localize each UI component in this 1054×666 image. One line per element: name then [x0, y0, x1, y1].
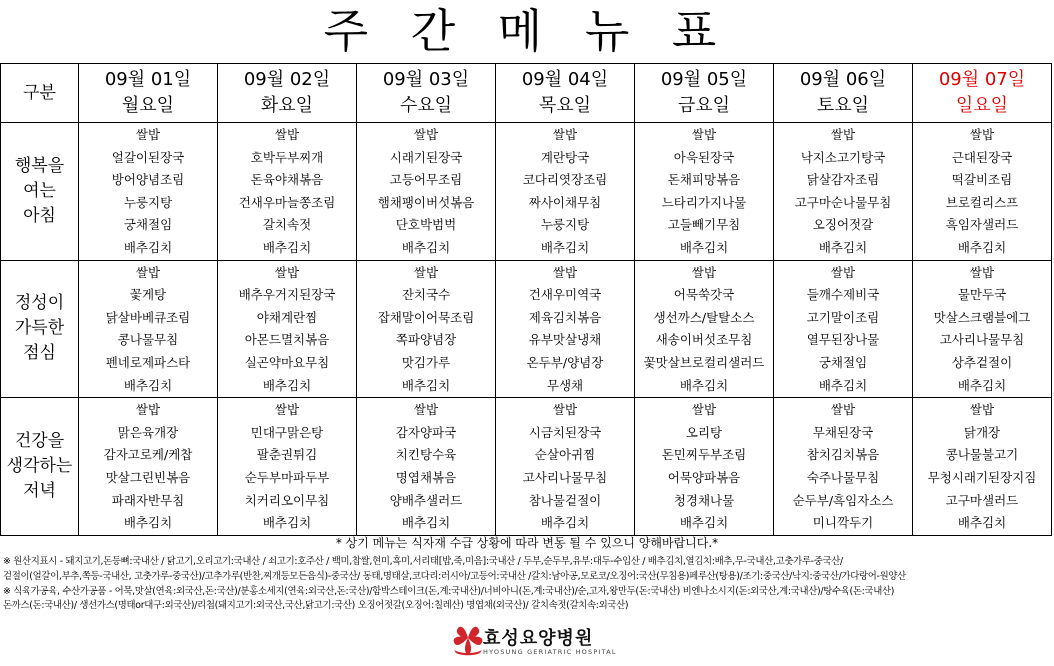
menu-item: 고구마샐러드: [945, 492, 1019, 508]
menu-item: 누룽지탕: [123, 194, 173, 210]
category-header: 구분: [1, 64, 79, 123]
menu-item: 어묵쑥갓국: [673, 287, 735, 303]
day-date: 09월 03일: [382, 69, 470, 90]
menu-item: 갈치속젓: [262, 217, 312, 233]
day-weekday: 목요일: [538, 95, 592, 116]
menu-item: 무채된장국: [812, 424, 874, 440]
menu-item: 배추김치: [123, 239, 173, 255]
menu-item: 닭살바베큐조림: [105, 309, 191, 325]
hospital-name: 효성요양병원: [483, 628, 594, 649]
menu-item: 치킨탕수육: [395, 447, 457, 463]
menu-item: 배추김치: [262, 239, 312, 255]
header-row: [1, 64, 1052, 123]
menu-item: 건새우미역국: [528, 287, 602, 303]
menu-item: 팔춘권튀김: [256, 447, 318, 463]
origin-info: [3, 555, 1051, 614]
menu-item: 생선까스/탈탈소스: [653, 309, 755, 325]
menu-item: 쌀밥: [552, 264, 578, 280]
menu-item: 쌀밥: [274, 402, 300, 418]
menu-item: 새송이버섯조무침: [655, 332, 753, 348]
day-header: [79, 64, 218, 123]
menu-item: 잔치국수: [401, 287, 451, 303]
day-weekday: 화요일: [260, 95, 314, 116]
day-date: 09월 06일: [799, 69, 887, 90]
menu-item: 고사리나물무침: [522, 469, 608, 485]
menu-item: 쌀밥: [135, 264, 161, 280]
menu-item: 배추김치: [401, 515, 451, 531]
day-header: [218, 64, 357, 123]
menu-item: 맛살스크램블에그: [933, 309, 1031, 325]
day-header: [635, 64, 774, 123]
day-header: [357, 64, 496, 123]
menu-item: 쌀밥: [969, 127, 995, 142]
meal-row: [1, 260, 1052, 398]
menu-cell: [913, 398, 1052, 536]
menu-item: 순두부/흑임자소스: [792, 492, 894, 508]
menu-item: 흑임자샐러드: [945, 217, 1019, 233]
menu-item: 근대된장국: [951, 149, 1013, 165]
menu-item: 단호박범벅: [395, 217, 457, 233]
menu-item: 쌀밥: [969, 264, 995, 280]
menu-item: 느타리가지나물: [661, 194, 747, 210]
menu-item: 쌀밥: [413, 264, 439, 280]
menu-item: 얼갈이된장국: [111, 149, 185, 165]
menu-item: 물만두국: [957, 287, 1007, 303]
menu-item: 배추김치: [957, 515, 1007, 531]
menu-item: 햄채팽이버섯볶음: [377, 194, 475, 210]
menu-item: 배추김치: [401, 377, 451, 393]
menu-item: 배추김치: [957, 239, 1007, 255]
menu-item: 콩나물불고기: [945, 447, 1019, 463]
menu-item: 고등어무조림: [389, 172, 463, 188]
hospital-subtitle: HYOSUNG GERIATRIC HOSPITAL: [483, 648, 617, 656]
menu-item: 맑은육개장: [117, 424, 179, 440]
menu-item: 배추김치: [679, 515, 729, 531]
menu-cell: [218, 398, 357, 536]
menu-cell: [913, 260, 1052, 398]
meal-label-line: 저녁: [23, 480, 56, 501]
menu-item: 배추우거지된장국: [238, 287, 336, 303]
page-title: 주 간 메 뉴 표: [323, 4, 731, 58]
menu-item: 야채계란찜: [256, 309, 318, 325]
menu-item: 맛김가루: [401, 354, 451, 370]
menu-item: 들깨수제비국: [806, 287, 880, 303]
menu-item: 코다리엿장조림: [522, 172, 608, 188]
meal-label-line: 생각하는: [6, 455, 73, 476]
meal-row: [1, 123, 1052, 261]
menu-item: 명엽채볶음: [395, 469, 457, 485]
menu-item: 배추김치: [818, 377, 868, 393]
menu-item: 꽃게탕: [129, 287, 167, 303]
menu-cell: [635, 398, 774, 536]
menu-cell: [496, 260, 635, 398]
menu-item: 쌀밥: [969, 402, 995, 418]
meal-label-line: 건강을: [14, 430, 65, 451]
menu-item: 배추김치: [401, 239, 451, 255]
menu-item: 쌀밥: [691, 264, 717, 280]
meal-label: [1, 123, 79, 261]
menu-item: 떡갈비조림: [951, 172, 1013, 188]
day-header: [913, 64, 1052, 123]
menu-cell: [774, 260, 913, 398]
menu-item: 쪽파양념장: [395, 332, 457, 348]
origin-line: ※ 식육가공육, 수산가공품 - 어묵,맛살(연육:외국산,돈:국산)/분홍소세지(연육:외국산,돈:국산)/함박스테이크(돈,계:국내산)/너비아니(돈,계:국내산)/순,고자,왕만두(돈:국내산) 비엔나소시지(돈:외국산,계:국내산)/탕수육(돈:국내산): [3, 585, 895, 597]
menu-item: 낙지소고기탕국: [800, 149, 886, 165]
menu-item: 미니깍두기: [812, 515, 874, 531]
menu-item: 배추김치: [540, 515, 590, 531]
menu-item: 쌀밥: [135, 127, 161, 142]
menu-item: 상추겉절이: [951, 354, 1013, 370]
menu-item: 궁채절임: [123, 217, 173, 233]
menu-item: 순두부마파두부: [244, 469, 330, 485]
day-date: 09월 04일: [521, 69, 609, 90]
meal-label-line: 정성이: [14, 293, 65, 314]
meal-label-line: 점심: [23, 343, 56, 364]
day-date: 09월 07일: [938, 69, 1026, 90]
menu-item: 배추김치: [679, 377, 729, 393]
day-date: 09월 02일: [243, 69, 331, 90]
menu-item: 쌀밥: [830, 402, 856, 418]
notice-text: * 상기 메뉴는 식자재 수급 상황에 따라 변동 될 수 있으니 양해바랍니다.*: [335, 536, 719, 550]
menu-item: 배추김치: [262, 377, 312, 393]
menu-item: 아욱된장국: [673, 149, 735, 165]
menu-item: 맛살그린빈볶음: [105, 469, 191, 485]
menu-cell: [79, 260, 218, 398]
menu-item: 꽃맛살브로컬리샐러드: [643, 354, 765, 370]
meal-label-line: 행복을: [14, 155, 65, 176]
menu-item: 브로컬리스프: [945, 194, 1019, 210]
menu-item: 청경채나물: [673, 492, 735, 508]
menu-item: 짜사이채무침: [528, 194, 602, 210]
menu-cell: [357, 123, 496, 261]
menu-item: 감자고로케/케찹: [103, 447, 193, 463]
menu-item: 누룽지탕: [540, 217, 590, 233]
menu-item: 고사리나물무침: [939, 332, 1025, 348]
menu-item: 쌀밥: [691, 127, 717, 142]
menu-cell: [496, 398, 635, 536]
menu-item: 닭개장: [963, 424, 1001, 440]
menu-item: 실곤약마요무침: [244, 354, 330, 370]
menu-item: 호박두부찌개: [250, 149, 324, 165]
menu-item: 고들빼기무침: [667, 217, 741, 233]
menu-item: 고구마순나물무침: [794, 194, 892, 210]
menu-item: 쌀밥: [552, 127, 578, 142]
menu-item: 아몬드멸치볶음: [244, 332, 330, 348]
menu-cell: [357, 260, 496, 398]
origin-line: 돈까스(돈:국내산)/ 생선가스(명태or대구:외국산)/리첩(돼지고기:외국산,국산,닭고기:국산) 오징어젓갈(오징어:칠레산) 명엽채(외국산)/ 갈치속젓(갈치속:외국산): [3, 600, 629, 612]
menu-item: 치커리오이무침: [244, 492, 330, 508]
menu-item: 궁채절임: [818, 354, 868, 370]
menu-item: 쌀밥: [830, 264, 856, 280]
day-header: [774, 64, 913, 123]
menu-item: 참나물겉절이: [528, 492, 602, 508]
menu-item: 배추김치: [957, 377, 1007, 393]
menu-item: 콩나물무침: [117, 332, 179, 348]
menu-cell: [357, 398, 496, 536]
menu-item: 배추김치: [123, 515, 173, 531]
menu-item: 쌀밥: [552, 402, 578, 418]
weekly-menu-table: [0, 63, 1052, 536]
menu-item: 쌀밥: [135, 402, 161, 418]
menu-item: 감자양파국: [395, 424, 457, 440]
day-weekday: 월요일: [121, 95, 175, 116]
menu-item: 시래기된장국: [389, 149, 463, 165]
menu-item: 쌀밥: [691, 402, 717, 418]
day-header: [496, 64, 635, 123]
menu-item: 쌀밥: [830, 127, 856, 142]
menu-item: 돈채피망볶음: [667, 172, 741, 188]
menu-item: 민대구맑은탕: [250, 424, 324, 440]
day-weekday: 금요일: [677, 95, 731, 116]
menu-cell: [774, 123, 913, 261]
menu-item: 제육김치볶음: [528, 309, 602, 325]
menu-item: 파래자반무침: [111, 492, 185, 508]
menu-item: 어묵양파볶음: [667, 469, 741, 485]
menu-item: 쌀밥: [274, 264, 300, 280]
meal-row: [1, 398, 1052, 536]
day-weekday: 수요일: [399, 95, 453, 116]
menu-item: 건새우마늘쫑조림: [238, 194, 336, 210]
menu-cell: [635, 260, 774, 398]
menu-item: 배추김치: [123, 377, 173, 393]
menu-item: 오리탕: [685, 424, 723, 440]
menu-item: 돈육야채볶음: [250, 172, 324, 188]
menu-item: 배추김치: [540, 239, 590, 255]
menu-cell: [496, 123, 635, 261]
menu-item: 돈민찌두부조림: [661, 447, 747, 463]
origin-line: ※ 원산지표시 - 돼지고기,돈등뼈:국내산 / 닭고기,오리고기:국내산 / 쇠고기:호주산 / 백미,찹쌀,현미,흑미,서리태[밥,죽,미음]:국내산 / 두부,순두부,유부:대두-수입산 / 배추김치,열김치:배추,무-국내산,고춧가루-중국산/: [3, 556, 843, 567]
menu-item: 양배추샐러드: [389, 492, 463, 508]
menu-item: 무청시래기된장지짐: [927, 469, 1037, 485]
menu-item: 방어양념조림: [111, 172, 185, 188]
menu-item: 닭살감자조림: [806, 172, 880, 188]
day-date: 09월 05일: [660, 69, 748, 90]
menu-item: 시금치된장국: [528, 424, 602, 440]
meal-label-line: 여는: [23, 180, 56, 201]
menu-item: 배추김치: [262, 515, 312, 531]
meal-label-line: 가득한: [14, 318, 65, 339]
menu-item: 펜네로제파스타: [105, 354, 191, 370]
menu-item: 온두부/양념장: [526, 354, 604, 370]
menu-item: 쌀밥: [413, 127, 439, 142]
menu-item: 고기말이조림: [806, 309, 880, 325]
menu-item: 열무된장나물: [806, 332, 880, 348]
menu-cell: [218, 260, 357, 398]
menu-item: 쌀밥: [413, 402, 439, 418]
meal-label-line: 아침: [23, 205, 56, 226]
menu-cell: [218, 123, 357, 261]
menu-item: 참치김치볶음: [806, 447, 880, 463]
meal-label: [1, 398, 79, 536]
menu-item: 배추김치: [679, 239, 729, 255]
menu-cell: [79, 123, 218, 261]
menu-item: 계란탕국: [540, 149, 590, 165]
menu-item: 유부맛살냉채: [528, 332, 602, 348]
menu-cell: [913, 123, 1052, 261]
menu-cell: [774, 398, 913, 536]
menu-item: 오징어젓갈: [812, 217, 874, 233]
menu-cell: [79, 398, 218, 536]
meal-label: [1, 260, 79, 398]
day-weekday: 일요일: [955, 95, 1009, 116]
menu-item: 무생채: [546, 377, 584, 393]
menu-item: 배추김치: [818, 239, 868, 255]
menu-item: 순살아귀찜: [534, 447, 596, 463]
day-weekday: 토요일: [816, 95, 870, 116]
menu-item: 잡채말이어묵조림: [377, 309, 475, 325]
origin-line: 겉절이(얼갈이,부추,쪽등-국내산, 고춧가루-중국산)/고추가루(반찬,찌개등모든음식)-중국산/ 동태,명태살,코다리:러시아/고등어:국내산 /갈치:남아공,모로코/오징어:국산(무침용)페루산(탕용)/조기:중국산/낙지:중국산/가다랑어-원양산: [3, 570, 906, 582]
menu-cell: [635, 123, 774, 261]
menu-item: 숙주나물무침: [806, 469, 880, 485]
menu-item: 쌀밥: [274, 127, 300, 142]
day-date: 09월 01일: [104, 69, 192, 90]
